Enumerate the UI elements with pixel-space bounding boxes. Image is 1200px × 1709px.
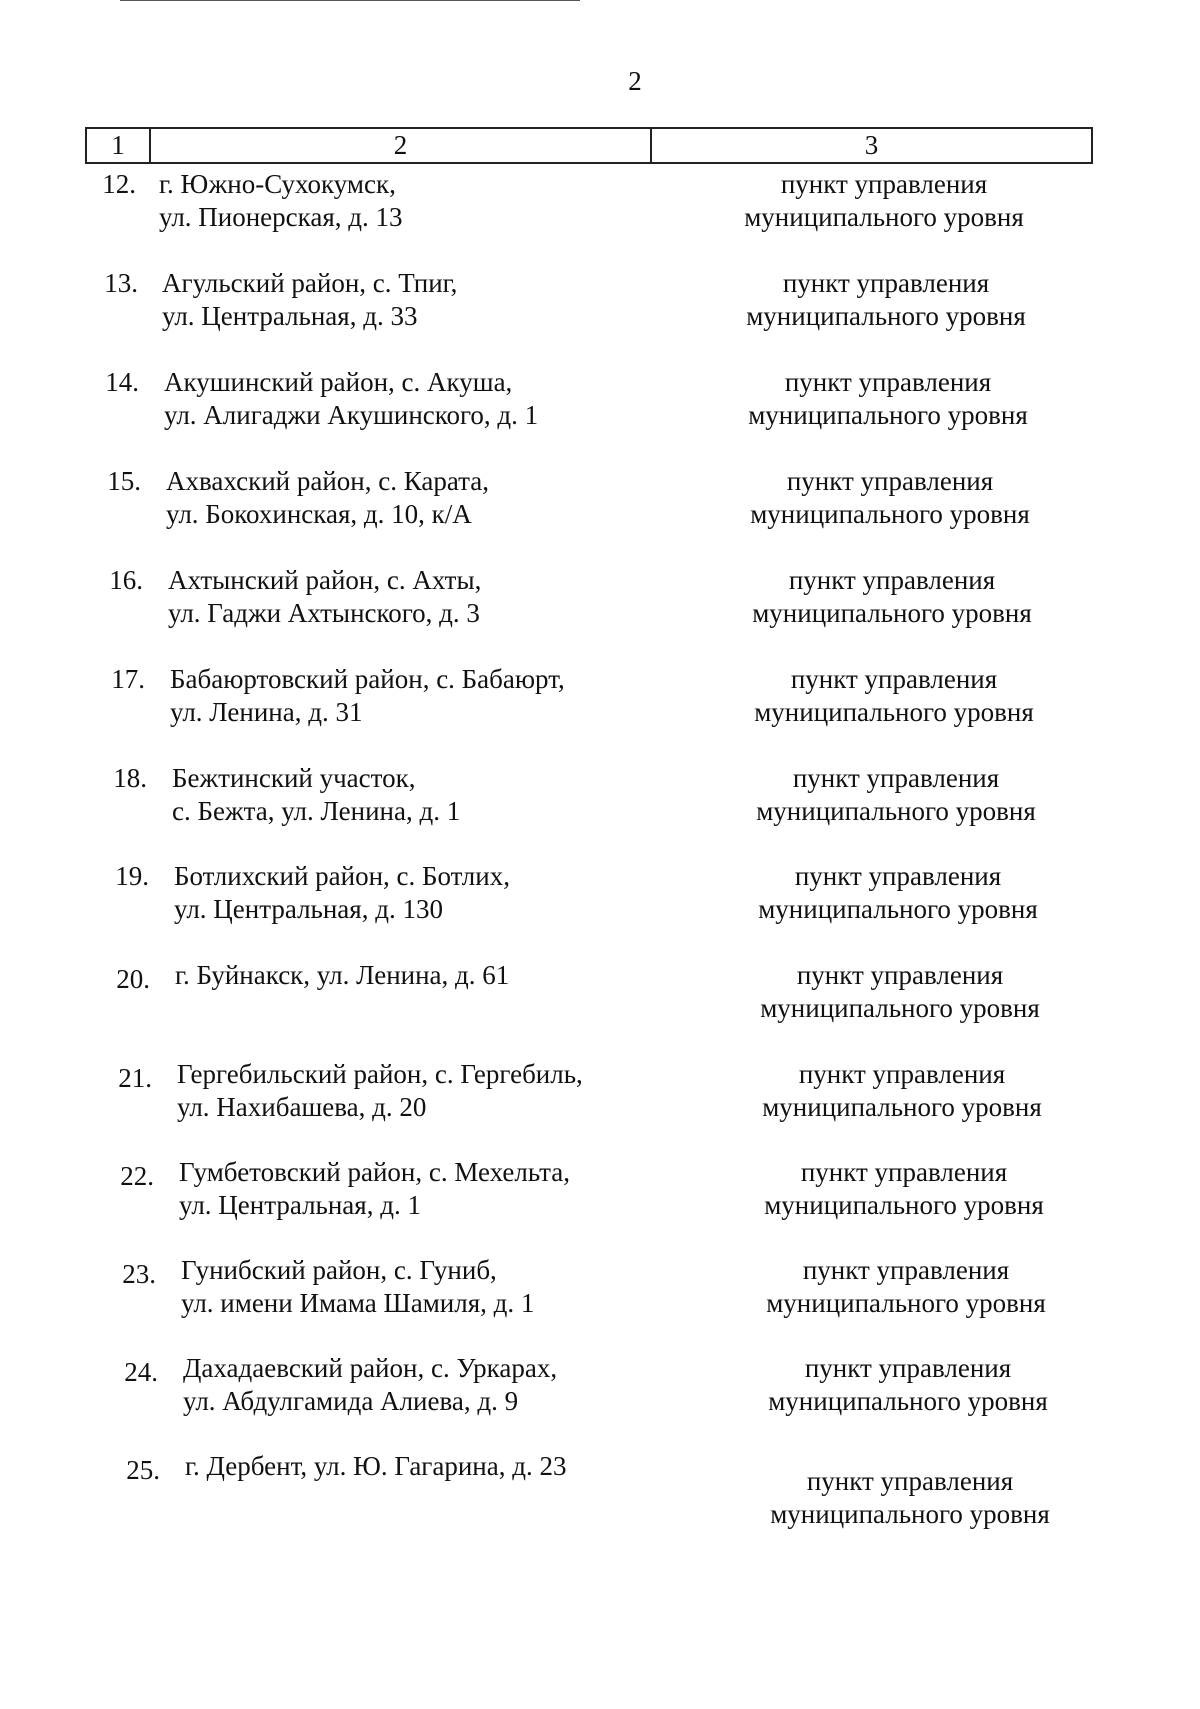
row-type: [726, 762, 1066, 828]
type-line: пункт управления: [782, 268, 990, 298]
address-line: Агульский район, с. Тпиг,: [162, 268, 458, 298]
row-type: [720, 465, 1060, 531]
address-line: Гергебильский район, с. Гергебиль,: [177, 1059, 583, 1089]
row-number: 20.: [116, 964, 150, 994]
type-line: пункт управления: [784, 367, 992, 397]
row-address: [175, 959, 509, 992]
type-line: пункт управления: [798, 1059, 1006, 1089]
row-number: 18.: [113, 763, 147, 793]
row-type: [734, 1156, 1074, 1222]
row-address: [164, 366, 538, 432]
row-number: 25.: [126, 1455, 160, 1485]
row-address: [172, 762, 460, 828]
address-line: г. Буйнакск, ул. Ленина, д. 61: [175, 960, 510, 990]
row-address: [174, 860, 510, 926]
type-line: муниципального уровня: [762, 1092, 1042, 1122]
row-number: 23.: [122, 1259, 156, 1289]
address-line: г. Дербент, ул. Ю. Гагарина, д. 23: [185, 1451, 567, 1481]
address-line: ул. Нахибашева, д. 20: [177, 1092, 427, 1122]
type-line: муниципального уровня: [768, 1386, 1048, 1416]
type-line: муниципального уровня: [752, 598, 1032, 628]
row-number: 13.: [104, 268, 138, 298]
type-line: муниципального уровня: [746, 301, 1026, 331]
row-type: [718, 366, 1058, 432]
type-line: пункт управления: [788, 565, 996, 595]
row-type: [716, 267, 1056, 333]
address-line: ул. имени Имама Шамиля, д. 1: [181, 1288, 535, 1318]
row-type: [728, 860, 1068, 926]
address-line: ул. Гаджи Ахтынского, д. 3: [168, 598, 480, 628]
type-line: пункт управления: [780, 169, 988, 199]
type-line: муниципального уровня: [754, 697, 1034, 727]
header-col-3: 3: [864, 130, 879, 160]
type-line: муниципального уровня: [748, 400, 1028, 430]
row-number: 22.: [120, 1161, 154, 1191]
address-line: Ботлихский район, с. Ботлих,: [174, 861, 510, 891]
row-address: [177, 1058, 583, 1124]
type-line: пункт управления: [806, 1466, 1014, 1496]
row-type: [724, 663, 1064, 729]
row-type: [722, 564, 1062, 630]
type-line: муниципального уровня: [744, 202, 1024, 232]
address-line: ул. Алигаджи Акушинского, д. 1: [164, 400, 539, 430]
address-line: ул. Ленина, д. 31: [170, 697, 363, 727]
address-line: Гумбетовский район, с. Мехельта,: [179, 1157, 571, 1187]
address-line: Дахадаевский район, с. Уркарах,: [183, 1353, 558, 1383]
row-type: [732, 1058, 1072, 1124]
row-type: [738, 1352, 1078, 1418]
address-line: ул. Центральная, д. 130: [174, 894, 443, 924]
type-line: пункт управления: [804, 1353, 1012, 1383]
address-line: ул. Абдулгамида Алиева, д. 9: [183, 1386, 519, 1416]
type-line: пункт управления: [792, 763, 1000, 793]
address-line: Ахтынский район, с. Ахты,: [168, 565, 482, 595]
row-number: 14.: [105, 367, 139, 397]
page-number: 2: [628, 66, 642, 96]
type-line: пункт управления: [800, 1157, 1008, 1187]
address-line: ул. Бокохинская, д. 10, к/А: [166, 499, 472, 529]
type-line: пункт управления: [794, 861, 1002, 891]
row-type: [730, 959, 1070, 1025]
address-line: ул. Центральная, д. 1: [179, 1190, 421, 1220]
address-line: ул. Центральная, д. 33: [162, 301, 418, 331]
type-line: пункт управления: [796, 960, 1004, 990]
row-number: 19.: [115, 861, 149, 891]
row-address: [170, 663, 565, 729]
row-address: [181, 1254, 534, 1320]
type-line: муниципального уровня: [758, 894, 1038, 924]
row-address: [162, 267, 457, 333]
address-line: Ахвахский район, с. Карата,: [166, 466, 489, 496]
address-line: г. Южно-Сухокумск,: [159, 169, 396, 199]
top-rule: [120, 0, 580, 3]
type-line: муниципального уровня: [770, 1499, 1050, 1529]
row-address: [159, 168, 403, 234]
type-line: муниципального уровня: [764, 1190, 1044, 1220]
row-address: [179, 1156, 570, 1222]
row-number: 21.: [118, 1063, 152, 1093]
row-number: 24.: [124, 1357, 158, 1387]
row-number: 12.: [102, 169, 136, 199]
header-col-1: 1: [87, 129, 151, 162]
type-line: пункт управления: [802, 1255, 1010, 1285]
row-number: 16.: [109, 565, 143, 595]
table-header: [85, 127, 1093, 164]
type-line: муниципального уровня: [766, 1288, 1046, 1318]
row-type: [736, 1254, 1076, 1320]
row-number: 15.: [107, 466, 141, 496]
address-line: Бабаюртовский район, с. Бабаюрт,: [170, 664, 565, 694]
type-line: муниципального уровня: [760, 993, 1040, 1023]
address-line: Акушинский район, с. Акуша,: [164, 367, 513, 397]
row-number: 17.: [111, 664, 145, 694]
address-line: с. Бежта, ул. Ленина, д. 1: [172, 796, 461, 826]
header-col-2: 2: [151, 129, 652, 162]
row-address: [166, 465, 489, 531]
row-address: [183, 1352, 557, 1418]
row-type: [714, 168, 1054, 234]
type-line: пункт управления: [786, 466, 994, 496]
row-address: [168, 564, 481, 630]
address-line: ул. Пионерская, д. 13: [159, 202, 403, 232]
row-address: [185, 1450, 566, 1483]
type-line: муниципального уровня: [750, 499, 1030, 529]
type-line: муниципального уровня: [756, 796, 1036, 826]
row-type: [740, 1465, 1080, 1531]
address-line: Гунибский район, с. Гуниб,: [181, 1255, 497, 1285]
type-line: пункт управления: [790, 664, 998, 694]
address-line: Бежтинский участок,: [172, 763, 416, 793]
